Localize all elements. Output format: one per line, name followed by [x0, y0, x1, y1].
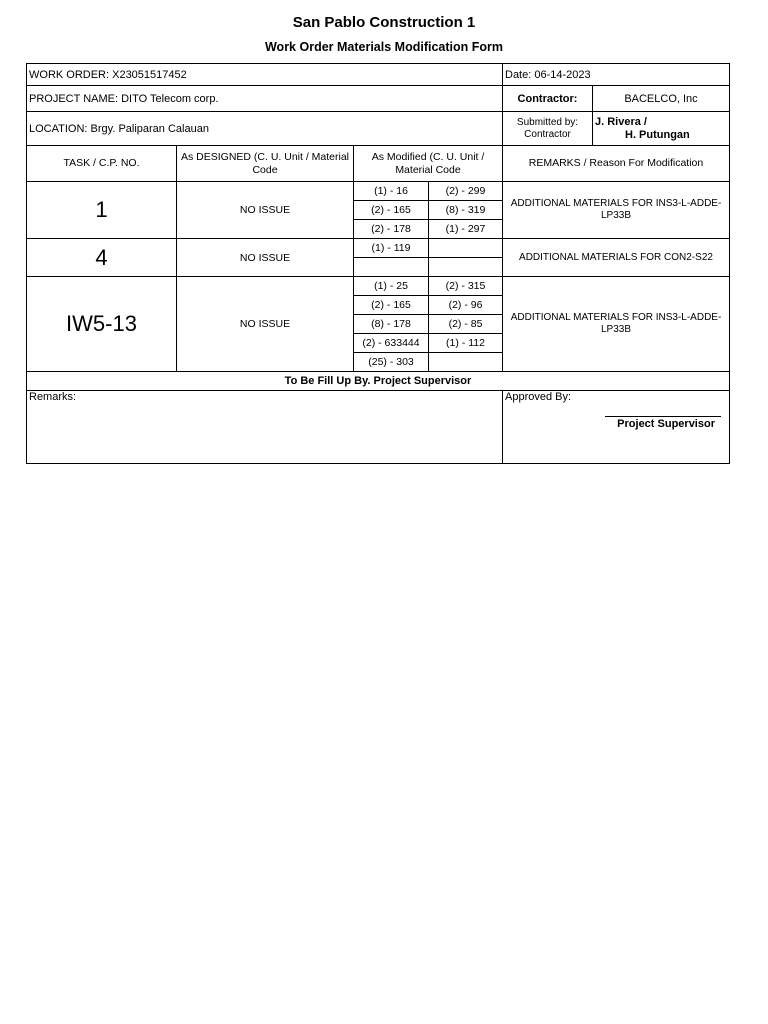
task-number: 4: [27, 239, 177, 277]
modified-material-cell: (2) - 633444: [354, 334, 429, 353]
location-field: LOCATION: Brgy. Paliparan Calauan: [27, 112, 503, 146]
modified-material-cell: (2) - 299: [429, 182, 503, 201]
modified-material-cell: (2) - 85: [429, 315, 503, 334]
column-header-remarks: REMARKS / Reason For Modification: [503, 146, 730, 182]
submitted-by-label: Submitted by: Contractor: [503, 112, 593, 146]
designed-value: NO ISSUE: [177, 277, 354, 372]
modified-material-cell: (1) - 112: [429, 334, 503, 353]
modified-material-cell: [429, 353, 503, 372]
modified-material-cell: (25) - 303: [354, 353, 429, 372]
project-name-field: PROJECT NAME: DITO Telecom corp.: [27, 86, 503, 112]
material-row: [27, 277, 730, 296]
modified-material-cell: (1) - 297: [429, 220, 503, 239]
column-header-modified: As Modified (C. U. Unit / Material Code: [354, 146, 503, 182]
column-header-designed: As DESIGNED (C. U. Unit / Material Code: [177, 146, 354, 182]
approval-area: [503, 391, 730, 464]
task-number: IW5-13: [27, 277, 177, 372]
material-row: [27, 182, 730, 201]
modified-material-cell: (8) - 319: [429, 201, 503, 220]
supervisor-section-heading: To Be Fill Up By. Project Supervisor: [27, 372, 730, 391]
approved-by-label: Approved By:: [505, 391, 572, 403]
company-title: San Pablo Construction 1: [292, 14, 476, 31]
modified-material-cell: (2) - 165: [354, 296, 429, 315]
contractor-label: Contractor:: [503, 86, 593, 112]
modified-material-cell: (2) - 165: [354, 201, 429, 220]
contractor-value: BACELCO, Inc: [593, 86, 730, 112]
form-title: Work Order Materials Modification Form: [264, 40, 503, 54]
modified-material-cell: (1) - 16: [354, 182, 429, 201]
modified-material-cell: (2) - 178: [354, 220, 429, 239]
designed-value: NO ISSUE: [177, 239, 354, 277]
modified-material-cell: (1) - 25: [354, 277, 429, 296]
material-row: [27, 239, 730, 258]
remarks-area: [27, 391, 503, 464]
modified-material-cell: [429, 239, 503, 258]
modified-material-cell: (1) - 119: [354, 239, 429, 258]
modification-reason: ADDITIONAL MATERIALS FOR INS3-L-ADDE-LP33B: [503, 182, 730, 239]
modified-material-cell: (2) - 315: [429, 277, 503, 296]
modified-material-cell: (2) - 96: [429, 296, 503, 315]
modified-material-cell: [429, 258, 503, 277]
column-header-task: TASK / C.P. NO.: [27, 146, 177, 182]
work-order-field: WORK ORDER: X23051517452: [27, 64, 503, 86]
modified-material-cell: [354, 258, 429, 277]
modification-form-table: [26, 63, 730, 464]
submitted-by-name-1: J. Rivera /: [595, 115, 647, 128]
designed-value: NO ISSUE: [177, 182, 354, 239]
task-number: 1: [27, 182, 177, 239]
date-field: Date: 06-14-2023: [503, 64, 730, 86]
modified-material-cell: (8) - 178: [354, 315, 429, 334]
project-supervisor-signature: Project Supervisor: [605, 416, 721, 430]
modification-reason: ADDITIONAL MATERIALS FOR INS3-L-ADDE-LP33B: [503, 277, 730, 372]
modification-reason: ADDITIONAL MATERIALS FOR CON2-S22: [503, 239, 730, 277]
submitted-by-names: [593, 112, 730, 146]
remarks-label: Remarks:: [29, 391, 77, 403]
submitted-by-name-2: H. Putungan: [625, 128, 690, 141]
